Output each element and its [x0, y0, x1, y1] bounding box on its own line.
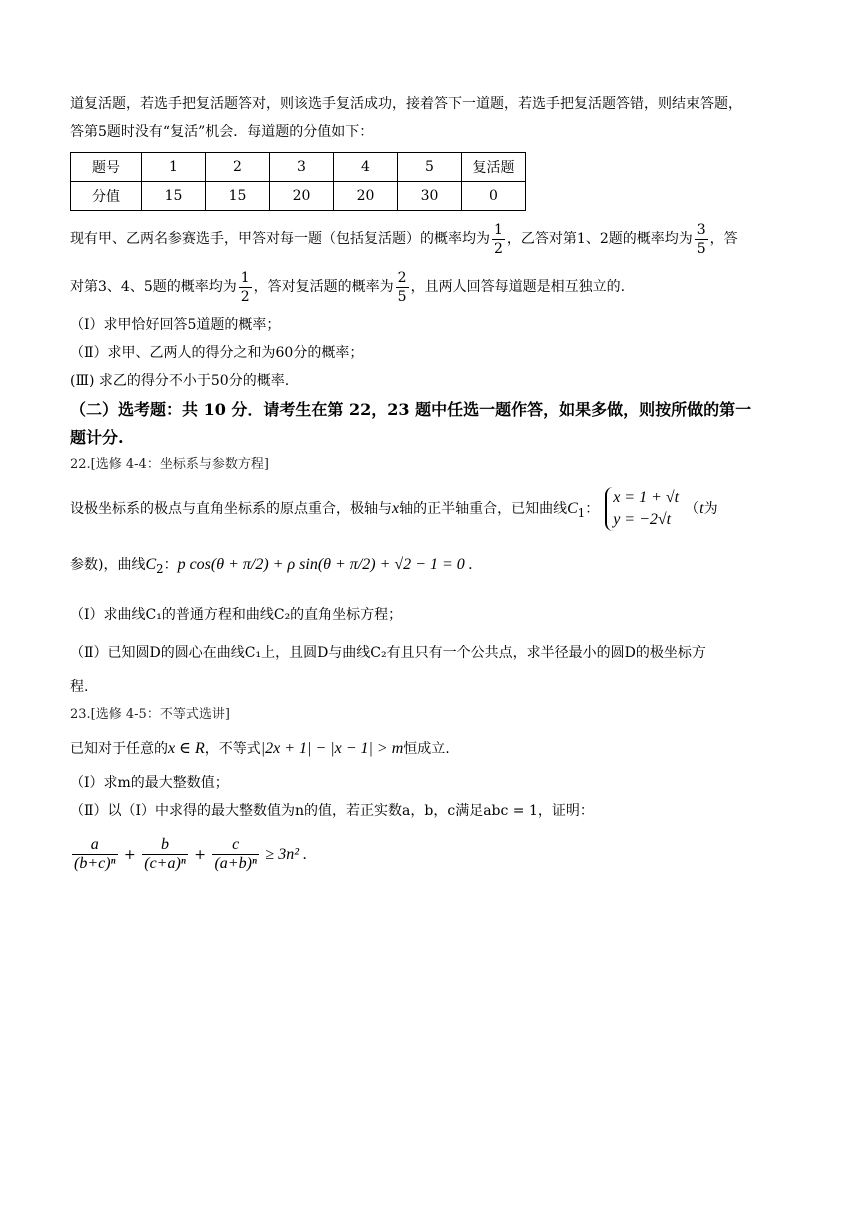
problem21-line-2: 对第3、4、5题的概率均为 $\frac{1}{2}$ ，答对复活题的概率为 $\frac{2}{5}$ ，且两人回答每道题是相互独立的. [70, 269, 626, 305]
table-row [71, 153, 526, 182]
table-cell: 0 [462, 182, 526, 211]
fraction: $\frac{3}{5}$ [696, 221, 706, 257]
problem21-question-2: （Ⅱ）求甲、乙两人的得分之和为60分的概率； [70, 345, 364, 361]
problem23-title: 23.[选修 4-5：不等式选讲] [70, 706, 230, 722]
problem22-line-2: 参数)，曲线$C_2$：p cos(θ + π/2) + ρ sin(θ + π/2) + √2 − 1 = 0 . [70, 555, 473, 576]
problem22-question-2: （Ⅱ）已知圆D的圆心在曲线C₁上，且圆D与曲线C₂有且只有一个公共点，求半径最小的圆D的极坐标方 [70, 644, 706, 661]
table-header-cell: 3 [270, 153, 334, 182]
problem23-proof-inequality: $\frac{a}{\text{(b+c)ⁿ}}$ + $\frac{b}{\text{(c+a)ⁿ}}$ + $\frac{c}{\text{(a+b)ⁿ}}$ ≥ 3n² . [74, 836, 307, 873]
table-cell: 15 [142, 182, 206, 211]
fraction: $\frac{2}{5}$ [397, 269, 407, 305]
intro-line-2: 答第5题时没有“复活”机会．每道题的分值如下： [70, 124, 374, 140]
problem21-question-3: (Ⅲ) 求乙的得分不小于50分的概率. [70, 373, 290, 389]
document-page [70, 90, 800, 883]
table-cell: 20 [334, 182, 398, 211]
intro-line-1: 道复活题，若选手把复活题答对，则该选手复活成功，接着答下一道题，若选手把复活题答错，则结束答题， [70, 96, 742, 112]
fraction: $\frac{1}{2}$ [240, 269, 250, 305]
section-heading-cont: 题计分. [70, 428, 124, 447]
table-header-cell: 1 [142, 153, 206, 182]
fraction: $\frac{a}{\text{(b+c)ⁿ}}$ [74, 836, 116, 873]
section-heading: （二）选考题：共 10 分．请考生在第 22，23 题中任选一题作答，如果多做，则按所做的第一 [70, 400, 752, 419]
problem21-question-1: （Ⅰ）求甲恰好回答5道题的概率； [70, 317, 281, 333]
table-row-label: 分值 [71, 182, 142, 211]
problem22-question-2-cont: 程. [70, 678, 89, 695]
table-cell: 30 [398, 182, 462, 211]
problem23-line-1: 已知对于任意的x ∈ R，不等式|2x + 1| − |x − 1| > m恒成立. [70, 739, 450, 757]
table-header-cell: 2 [206, 153, 270, 182]
problem23-question-2: （Ⅱ）以（Ⅰ）中求得的最大整数值为n的值，若正实数a，b，c满足abc = 1，证明： [70, 802, 594, 819]
problem22-line-1: 设极坐标系的极点与直角坐标系的原点重合，极轴与x轴的正半轴重合，已知曲线$C_1$： x = 1 + √t y = −2√t （t为 [70, 483, 800, 539]
problem23-question-1: （Ⅰ）求m的最大整数值； [70, 774, 229, 791]
table-header-cell: 4 [334, 153, 398, 182]
fraction: $\frac{b}{\text{(c+a)ⁿ}}$ [144, 836, 186, 873]
table-cell: 20 [270, 182, 334, 211]
table-header-cell: 5 [398, 153, 462, 182]
fraction: $\frac{1}{2}$ [494, 221, 503, 257]
problem22-title: 22.[选修 4-4：坐标系与参数方程] [70, 457, 269, 472]
table-header-cell: 复活题 [462, 153, 526, 182]
equation-system: x = 1 + √t y = −2√t [605, 487, 679, 531]
problem21-line-1: 现有甲、乙两名参赛选手，甲答对每一题（包括复活题）的概率均为 $\frac{1}{2}$ ，乙答对第1、2题的概率均为 $\frac{3}{5}$ ，答 [70, 221, 738, 257]
table-cell: 15 [206, 182, 270, 211]
table-header-label: 题号 [71, 153, 142, 182]
table-row [71, 182, 526, 211]
problem22-question-1: （Ⅰ）求曲线C₁的普通方程和曲线C₂的直角坐标方程； [70, 606, 403, 623]
curve2-equation: p cos(θ + π/2) + ρ sin(θ + π/2) + √2 − 1 = 0 . [177, 555, 473, 573]
score-table [70, 152, 526, 211]
fraction: $\frac{c}{\text{(a+b)ⁿ}}$ [214, 836, 257, 873]
